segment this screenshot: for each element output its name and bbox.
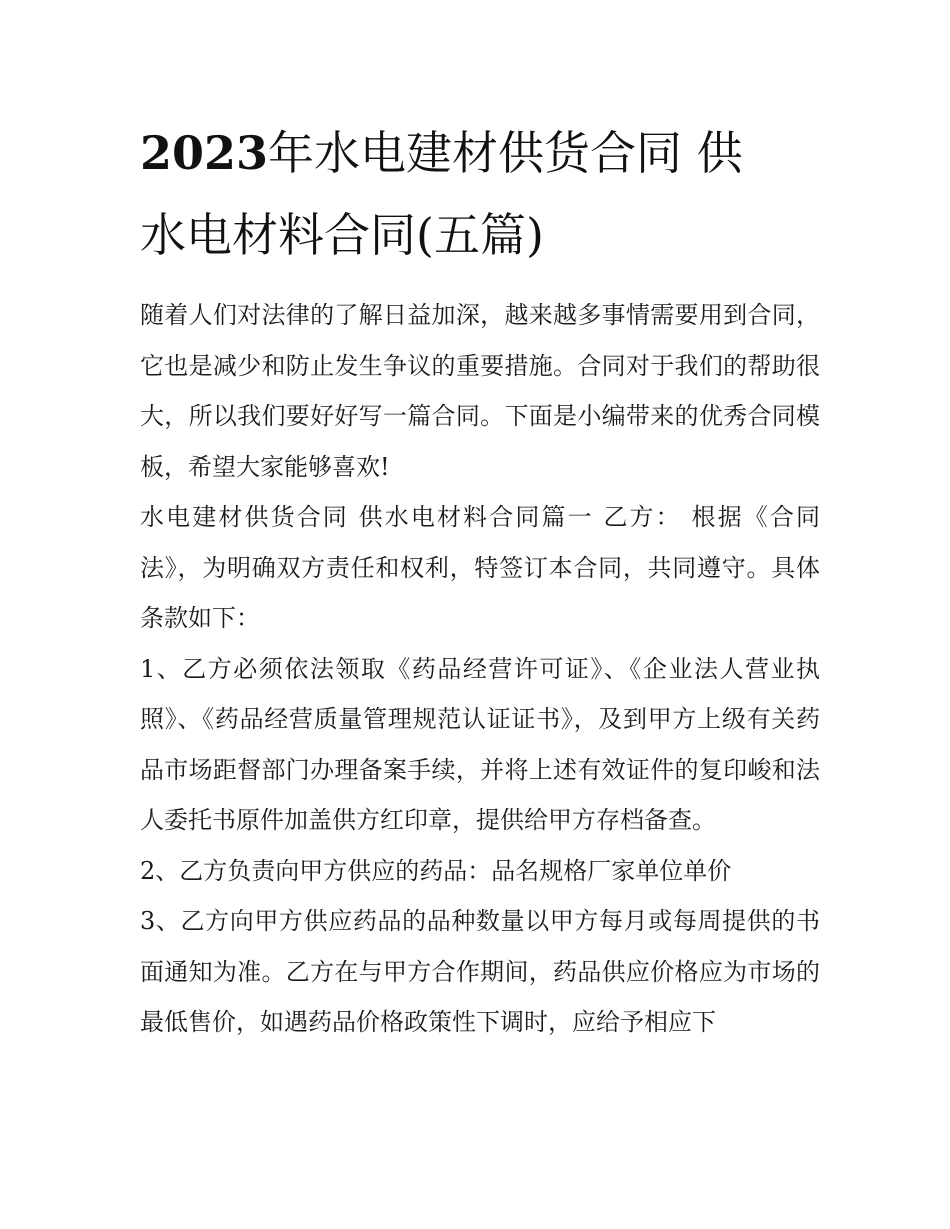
document-title: [140, 112, 780, 276]
title-year: 2023: [140, 126, 269, 180]
clause-3-paragraph: 3、乙方向甲方供应药品的品种数量以甲方每月或每周提供的书面通知为准。乙方在与甲方合作期间，药品供应价格应为市场的最低售价，如遇药品价格政策性下调时，应给予相应下: [140, 907, 820, 1036]
intro-paragraph: 随着人们对法律的了解日益加深，越来越多事情需要用到合同，它也是减少和防止发生争议的重要措施。合同对于我们的帮助很大，所以我们要好好写一篇合同。下面是小编带来的优秀合同模板，希望大家能够喜欢!: [140, 301, 820, 481]
clause-2-paragraph: 2、乙方负责向甲方供应的药品：品名规格厂家单位单价: [140, 856, 732, 885]
title-text: 年水电建材供货合同 供水电材料合同(五篇): [140, 126, 743, 262]
contract-opening-paragraph: 水电建材供货合同 供水电材料合同篇一 乙方： 根据《合同法》，为明确双方责任和权利，特签订本合同，共同遵守。具体条款如下：: [140, 503, 820, 632]
document-page: [140, 112, 820, 1048]
clause-1-paragraph: 1、乙方必须依法领取《药品经营许可证》、《企业法人营业执照》、《药品经营质量管理规范认证证书》，及到甲方上级有关药品市场距督部门办理备案手续，并将上述有效证件的复印峻和法人委托书原件加盖供方红印章，提供给甲方存档备查。: [140, 654, 820, 834]
